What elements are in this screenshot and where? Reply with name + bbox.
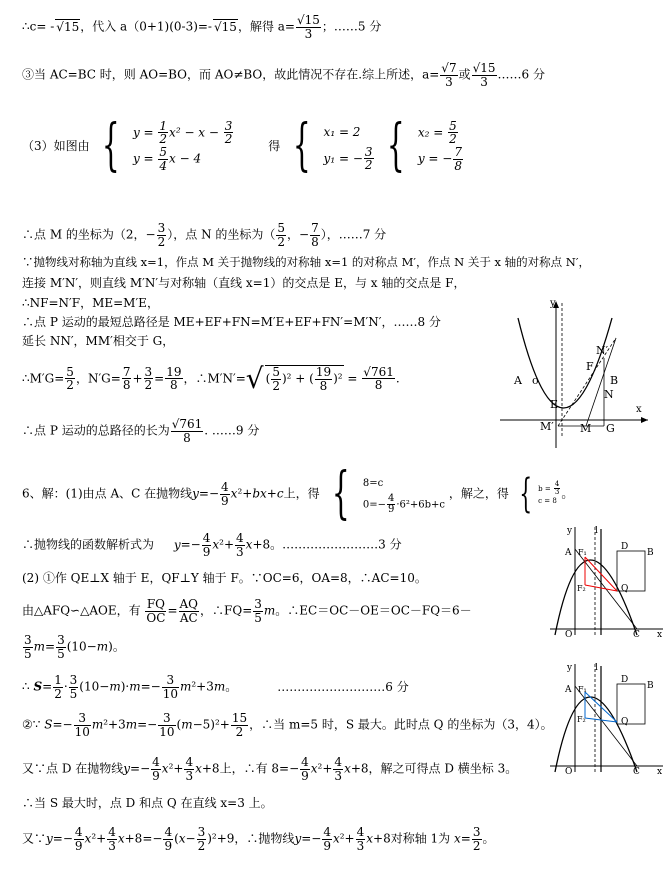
line-5: ∵抛物线对称轴为直线 x=1，作点 M 关于抛物线的对称轴 x=1 的对称点 M′，作点 N 关于 x 轴的对称点 N′， bbox=[22, 255, 590, 269]
fig1-label-x: x bbox=[636, 404, 642, 415]
fig3-label-c: C bbox=[633, 767, 640, 777]
line-19: 又∵点 D 在抛物线y=− $\frac{4}{9}$ x²+ $\frac{4}{3}$ x+8上，∴有 8=− $\frac{4}{9}$ x²+ $\frac{4}{3}$ x+8，解之可得点 D 横坐标 3。 bbox=[22, 755, 518, 783]
fig2-label-f2: F₂ bbox=[577, 584, 586, 593]
fig3-label-f2: F₂ bbox=[577, 715, 586, 724]
fig1-label-a: A bbox=[514, 374, 522, 387]
figure-parabola-reflection bbox=[500, 298, 650, 448]
fig3-label-q: Q bbox=[621, 717, 629, 727]
fig3-label-d: D bbox=[621, 675, 629, 685]
line-16: $\frac{3}{5}$ m= $\frac{3}{5}$ (10−m)。 bbox=[24, 633, 125, 661]
fig3-label-b: B bbox=[647, 681, 654, 691]
line-13: ∴抛物线的函数解析式为 y=− $\frac{4}{9}$ x²+ $\frac{4}{3}$ x+8。……………………3 分 bbox=[22, 531, 402, 559]
fig1-label-g: G bbox=[606, 422, 615, 435]
fig3-label-y: y bbox=[567, 663, 573, 673]
fig2-label-b: B bbox=[647, 548, 654, 558]
fig2-label-q: Q bbox=[621, 584, 629, 594]
fig3-label-l: l bbox=[595, 663, 598, 673]
fig3-label-o: O bbox=[565, 767, 573, 777]
line-18: ②∵ S=− $\frac{3}{10}$ m²+3m=− $\frac{3}{10}$ (m−5)²+ $\frac{15}{2}$ ，∴当 m=5 时，S 最大。此时点 Q 的坐标为（3，4）。 bbox=[22, 711, 553, 739]
line-8: ∴点 P 运动的最短总路径是 ME+EF+FN=M′E+EF+FN′=M′N′，……8 分 bbox=[22, 315, 441, 329]
fig1-label-n: N bbox=[604, 388, 614, 401]
fig3-label-f1: F₁ bbox=[578, 685, 587, 694]
line-4: ∴点 M 的坐标为（2，− $\frac{3}{2}$ ），点 N 的坐标为（ $\frac{5}{2}$ ，− $\frac{7}{8}$ ），……7 分 bbox=[22, 221, 387, 249]
fig2-label-c: C bbox=[633, 630, 640, 640]
fig2-label-o: O bbox=[565, 630, 573, 640]
line-11: ∴点 P 运动的总路径的长为 √ $\frac{761}{8}$ . ……9 分 bbox=[22, 418, 259, 444]
fig1-label-e: E bbox=[550, 398, 559, 411]
figure-parabola-q1 bbox=[545, 525, 665, 640]
line-6: 连接 M′N′，则直线 M′N′与对称轴（直线 x=1）的交点是 E，与 x 轴的交点是 F， bbox=[22, 276, 466, 290]
fig2-label-x: x bbox=[657, 630, 663, 640]
fig1-label-f: F bbox=[586, 360, 594, 373]
fig1-label-m: M bbox=[580, 422, 592, 435]
line-12: 6、解：(1)由点 A、C 在抛物线y=− $\frac{4}{9}$ x²+bx+c上，得 { 8=c 0=− $\frac{4}{9}$ ·6²+6b+c ，解之，得 { b = $\frac{4}{3}$ c = 8。 bbox=[22, 461, 574, 526]
fig2-label-d: D bbox=[621, 542, 629, 552]
line-1: ∴c= -√ 15，代入 a（0+1)(0-3)=-√ 15，解得 a= √ $\frac{15}{3}$ ；……5 分 bbox=[22, 14, 381, 40]
fig2-label-a: A bbox=[565, 548, 572, 558]
fig1-label-y: y bbox=[550, 298, 556, 309]
line-10: ∴M′G= $\frac{5}{2}$ ，N′G= $\frac{7}{8}$ + $\frac{3}{2}$ = $\frac{19}{8}$ ，∴M′N′=√ ( $\frac{5}{2}$ )² + ( $\frac{19}{8}$ )² = √ $\frac{761}{8}$ . bbox=[22, 362, 400, 396]
line-17: ∴ S= $\frac{1}{2}$ · $\frac{3}{5}$ (10−m)·m=− $\frac{3}{10}$ m²+3m。 ………………………6 分 bbox=[22, 673, 409, 701]
fig1-label-b: B bbox=[610, 374, 619, 387]
fig2-label-l: l bbox=[595, 526, 598, 536]
fig3-label-a: A bbox=[565, 685, 572, 695]
fig3-label-x: x bbox=[657, 767, 663, 777]
line-20: ∴当 S 最大时，点 D 和点 Q 在直线 x=3 上。 bbox=[22, 796, 273, 810]
fig1-label-o: o bbox=[532, 374, 539, 387]
line-2: ③当 AC=BC 时，则 AO=BO，而 AO≠BO，故此情况不存在.综上所述，a= √ $\frac{7}{3}$ 或 √ $\frac{15}{3}$ ……6 分 bbox=[22, 62, 545, 88]
fig1-label-n-prime: N′ bbox=[596, 344, 609, 357]
line-14: (2) ①作 QE⊥X 轴于 E，QF⊥Y 轴于 F。∵OC=6，OA=8，∴AC=10。 bbox=[22, 571, 427, 585]
fig1-label-m-prime: M′ bbox=[540, 420, 554, 433]
figure-parabola-q2 bbox=[545, 662, 665, 777]
line-9: 延长 NN′，MM′相交于 G， bbox=[22, 334, 175, 348]
line-7: ∴NF=N′F，ME=M′E， bbox=[22, 296, 159, 310]
line-3: （3）如图由 { y = $\frac{1}{2}$ x² − x − $\frac{3}{2}$ y = $\frac{5}{4}$ x − 4 得 { x₁ = 2 y₁ = − $\frac{3}{2}$ { x₂ = $\frac{5}{2}$ y = − $\frac{7}{8}$ bbox=[22, 113, 462, 178]
line-21: 又∵y=− $\frac{4}{9}$ x²+ $\frac{4}{3}$ x+8=− $\frac{4}{9}$ (x− $\frac{3}{2}$ )²+9，∴抛物线y=− $\frac{4}{9}$ x²+ $\frac{4}{3}$ x+8对称轴 1为 x= $\frac{3}{2}$ 。 bbox=[22, 825, 495, 853]
line-15: 由△AFQ∽△AOE，有 $\frac{FQ}{OC}$ = $\frac{AQ}{AC}$ ，∴FQ= $\frac{3}{5}$ m。∴EC＝OC－OE＝OC－FQ＝6－ bbox=[22, 597, 472, 625]
fig2-label-f1: F₁ bbox=[578, 548, 587, 557]
fig2-label-y: y bbox=[567, 526, 573, 536]
